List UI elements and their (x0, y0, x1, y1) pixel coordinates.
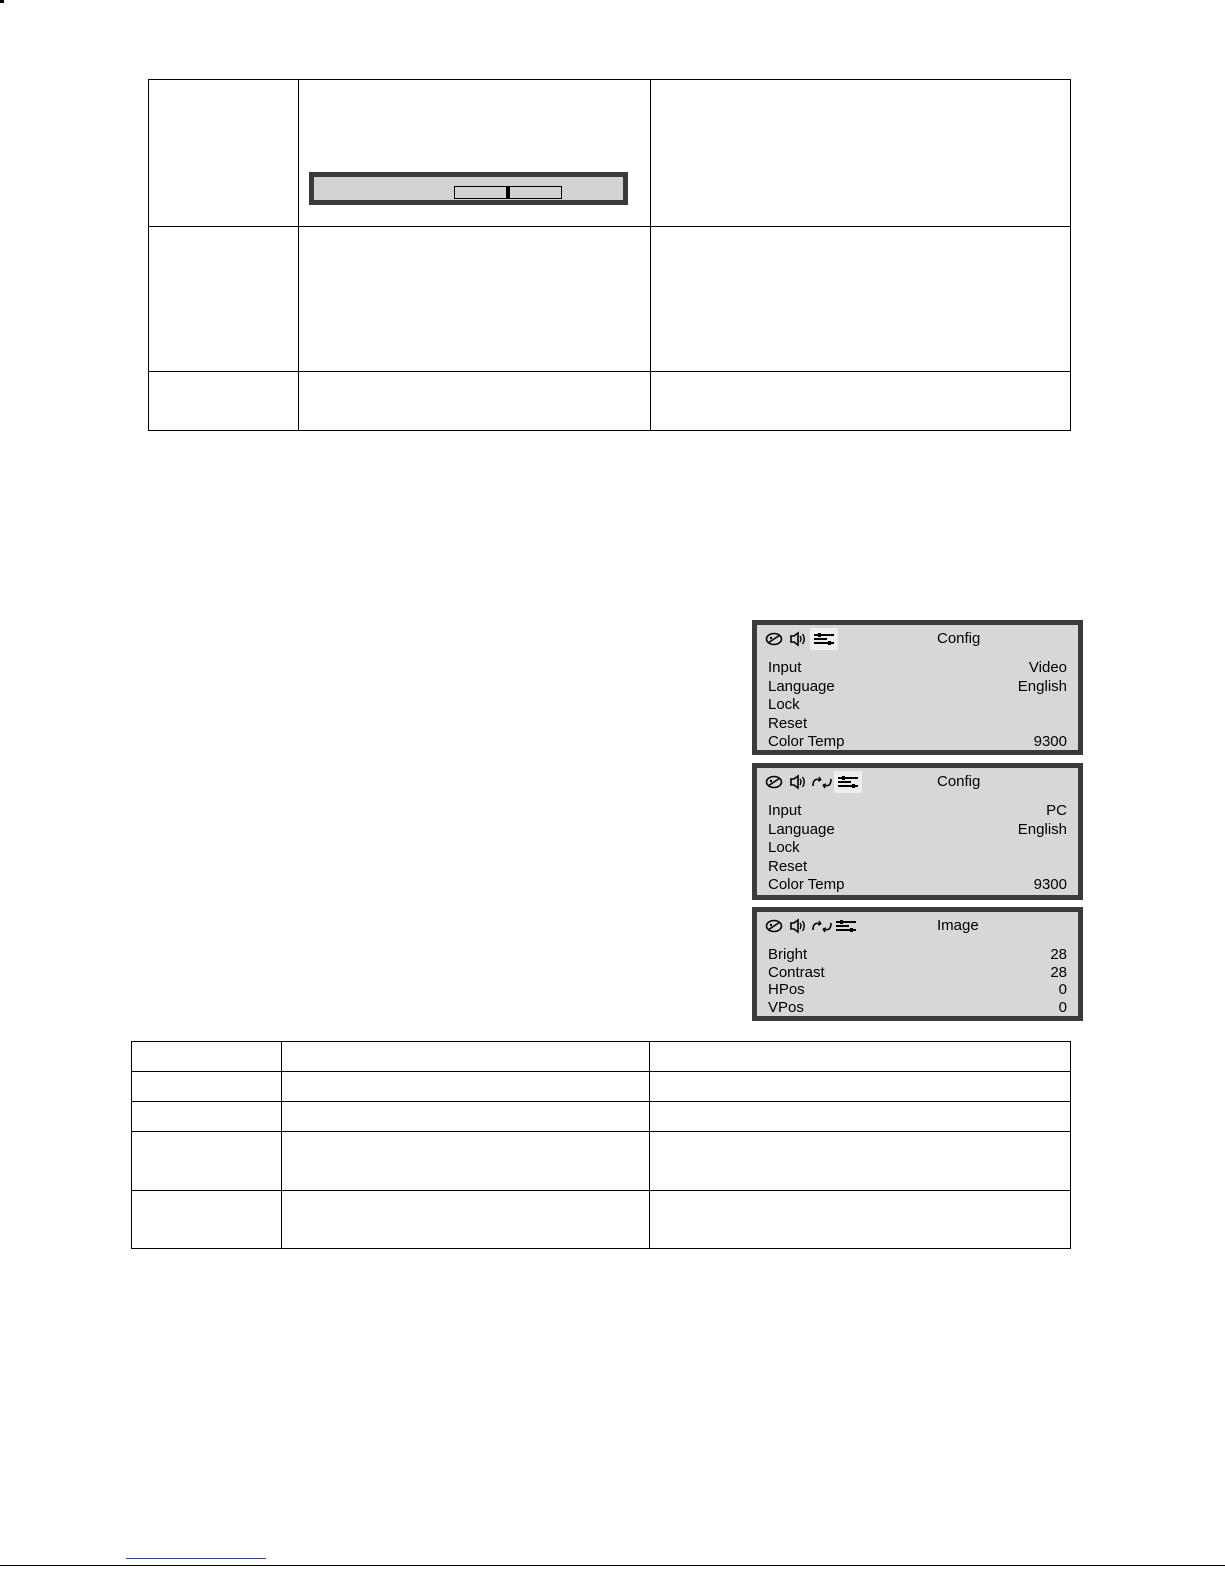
table-cell (282, 1191, 650, 1249)
osd-item-value: 0 (1058, 998, 1067, 1016)
osd-item-label: Input (768, 659, 802, 676)
table-cell (650, 1132, 1071, 1191)
bottom-table (131, 1041, 1071, 1249)
osd-title: Config (937, 773, 981, 790)
osd-icon-row (762, 771, 862, 793)
table-cell (299, 227, 651, 372)
osd-item-label: Reset (768, 857, 808, 875)
osd-item-label: Bright (768, 946, 808, 963)
config-icon[interactable] (834, 771, 862, 793)
table-cell (650, 1191, 1071, 1249)
osd-icon-row (762, 628, 838, 650)
osd-item-value: Video (1028, 659, 1067, 676)
osd-title: Image (937, 917, 979, 934)
page-corner-mark (0, 0, 4, 3)
table-cell (299, 80, 651, 227)
osd-menu-item[interactable] (768, 999, 1067, 1017)
table-cell (650, 1042, 1071, 1072)
osd-body (757, 938, 1078, 1016)
table-row (149, 80, 1071, 227)
osd-item-label: Color Temp (768, 876, 845, 893)
table-cell (651, 372, 1071, 431)
table-cell (132, 1132, 282, 1191)
osd-menu-item[interactable] (768, 981, 1067, 999)
speaker-icon[interactable] (786, 628, 810, 650)
osd-menu-item[interactable] (768, 821, 1067, 840)
table-row (132, 1042, 1071, 1072)
table-cell (149, 372, 299, 431)
osd-icon-row (762, 915, 858, 937)
image-icon[interactable] (762, 628, 786, 650)
osd-item-label: Color Temp (768, 733, 845, 750)
osd-menu-item[interactable] (768, 839, 1067, 858)
osd-body (757, 794, 1078, 895)
osd-item-value: PC (1046, 802, 1067, 819)
osd-item-label: VPos (768, 998, 804, 1016)
osd-item-value: English (1017, 677, 1067, 695)
table-cell (149, 227, 299, 372)
osd-menu-item[interactable] (768, 696, 1067, 715)
osd-menu-item[interactable] (768, 733, 1067, 752)
osd-item-label: Reset (768, 714, 808, 732)
osd-item-value: 9300 (1033, 733, 1067, 750)
osd-slider-bar (309, 172, 628, 205)
osd-config-video-panel (752, 620, 1083, 755)
osd-item-label: Language (768, 677, 835, 695)
osd-menu-item[interactable] (768, 678, 1067, 697)
osd-menu-item[interactable] (768, 715, 1067, 734)
slider-track[interactable] (454, 186, 562, 199)
table-row (132, 1132, 1071, 1191)
table-cell (132, 1072, 282, 1102)
auto-adjust-icon[interactable] (810, 915, 834, 937)
osd-item-value: 28 (1050, 946, 1067, 963)
osd-menu-item[interactable] (768, 876, 1067, 895)
table-cell (282, 1042, 650, 1072)
osd-item-value: 28 (1050, 963, 1067, 981)
osd-menu-item[interactable] (768, 964, 1067, 982)
image-icon[interactable] (762, 915, 786, 937)
osd-menu-item[interactable] (768, 946, 1067, 964)
osd-menu-item[interactable] (768, 858, 1067, 877)
osd-header (757, 912, 1078, 938)
auto-adjust-icon[interactable] (810, 771, 834, 793)
image-icon[interactable] (762, 771, 786, 793)
table-cell (132, 1042, 282, 1072)
table-row (132, 1072, 1071, 1102)
osd-item-label: Contrast (768, 963, 825, 981)
table-cell (650, 1102, 1071, 1132)
osd-item-label: HPos (768, 981, 805, 998)
osd-item-value: 0 (1058, 981, 1067, 998)
top-table (148, 79, 1071, 431)
osd-item-label: Input (768, 802, 802, 819)
osd-item-value: 9300 (1033, 876, 1067, 893)
table-cell (651, 227, 1071, 372)
table-cell (282, 1072, 650, 1102)
osd-item-label: Lock (768, 839, 800, 856)
table-row (132, 1102, 1071, 1132)
speaker-icon[interactable] (786, 771, 810, 793)
table-row (132, 1191, 1071, 1249)
table-row (149, 372, 1071, 431)
osd-item-label: Language (768, 820, 835, 838)
osd-item-value: English (1017, 820, 1067, 838)
osd-menu-item[interactable] (768, 802, 1067, 821)
osd-image-panel (752, 907, 1083, 1021)
table-cell (282, 1102, 650, 1132)
table-cell (282, 1132, 650, 1191)
footer-rule (0, 1565, 1225, 1566)
config-icon[interactable] (810, 628, 838, 650)
speaker-icon[interactable] (786, 915, 810, 937)
osd-item-label: Lock (768, 696, 800, 713)
footer-link-underline[interactable] (126, 1558, 266, 1559)
osd-header (757, 768, 1078, 794)
osd-body (757, 651, 1078, 752)
table-cell (132, 1102, 282, 1132)
osd-menu-item[interactable] (768, 659, 1067, 678)
table-cell (149, 80, 299, 227)
osd-title: Config (937, 630, 981, 647)
table-cell (299, 372, 651, 431)
table-row (149, 227, 1071, 372)
osd-config-pc-panel (752, 763, 1083, 900)
table-cell (650, 1072, 1071, 1102)
config-icon[interactable] (834, 915, 858, 937)
table-cell (132, 1191, 282, 1249)
osd-header (757, 625, 1078, 651)
slider-thumb[interactable] (506, 187, 510, 198)
table-cell (651, 80, 1071, 227)
